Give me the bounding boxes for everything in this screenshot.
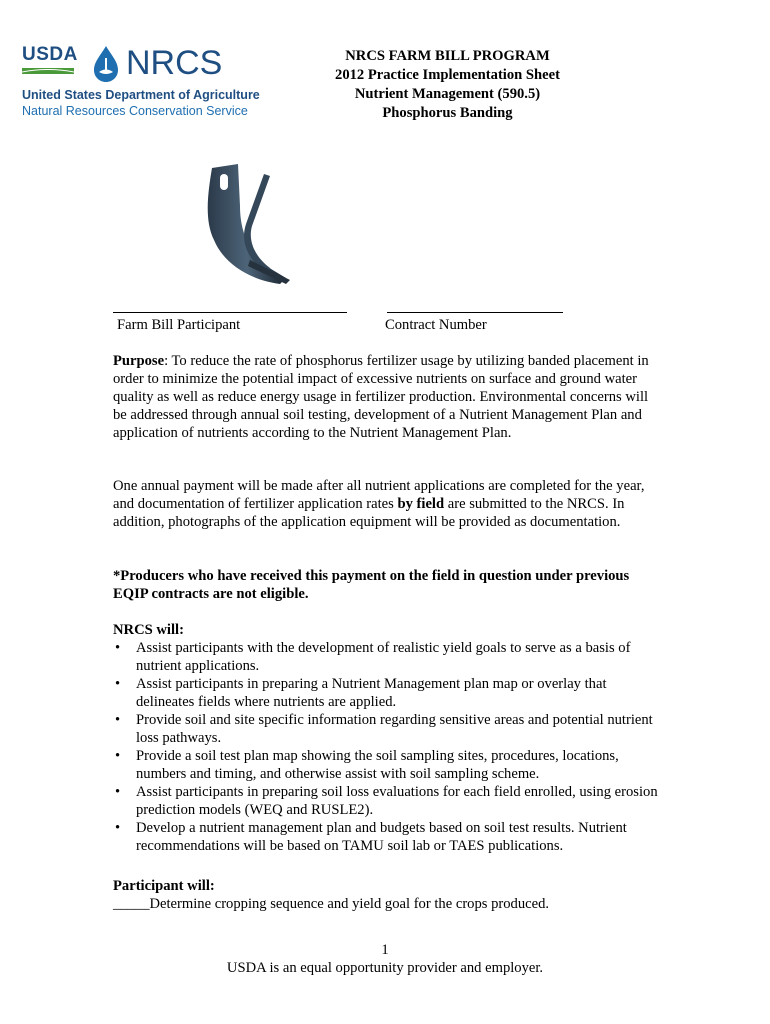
document-title (320, 47, 575, 123)
bullet-icon: • (115, 820, 121, 836)
usda-field-graphic (22, 68, 74, 74)
practice-subtitle: Phosphorus Banding (382, 105, 513, 121)
payment-text-2: are submitted to the NRCS. In addition, photographs of the application equipment will be provided as documentation. (113, 496, 625, 530)
equal-opportunity-statement: USDA is an equal opportunity provider and employer. (226, 960, 544, 976)
list-item: • Develop a nutrient management plan and budgets based on soil test results. Nutrient recommendations will be based on TAMU soil lab or TAES publications. (115, 820, 627, 854)
eligibility-note (113, 567, 658, 603)
banding-knife-image (190, 160, 300, 290)
list-item: • Provide a soil test plan map showing the soil sampling sites, procedures, locations, numbers and timing, and otherwise assist with soil sampling scheme. (115, 748, 619, 782)
practice-title: Nutrient Management (590.5) (354, 86, 541, 102)
page-number: 1 (381, 942, 389, 958)
department-name: United States Department of Agriculture (22, 88, 260, 102)
eligibility-text: *Producers who have received this payment on the field in question under previous EQIP contracts are not eligible. (113, 568, 630, 602)
nrcs-wordmark: NRCS (126, 44, 223, 82)
program-title: NRCS FARM BILL PROGRAM (345, 48, 550, 64)
participant-signature-line (113, 312, 347, 313)
participant-will-heading: Participant will: (113, 878, 215, 894)
sheet-title: 2012 Practice Implementation Sheet (335, 67, 560, 83)
contract-number-line (387, 312, 563, 313)
nrcs-will-heading: NRCS will: (113, 622, 184, 638)
usda-wordmark: USDA (22, 44, 78, 65)
list-item: • Assist participants with the development of realistic yield goals to serve as a basis of nutrient applications. (115, 640, 631, 674)
contract-label: Contract Number (385, 317, 487, 333)
nrcs-will-list (113, 639, 658, 855)
list-item: • Provide soil and site specific information regarding sensitive areas and potential nutrient loss pathways. (115, 712, 653, 746)
participant-label: Farm Bill Participant (117, 317, 241, 333)
bullet-icon: • (115, 712, 121, 728)
participant-item-cropping: _____Determine cropping sequence and yield goal for the crops produced. (113, 896, 550, 912)
nrcs-will-section (113, 621, 658, 855)
water-drop-icon (88, 44, 124, 84)
participant-will-section (113, 877, 658, 913)
payment-text-1: One annual payment will be made after all nutrient applications are completed for the year, and documentation of fertilizer application rates (113, 478, 645, 512)
payment-by-field: by field (397, 496, 445, 512)
purpose-label: Purpose (113, 353, 165, 369)
bullet-icon: • (115, 748, 121, 764)
bullet-icon: • (115, 676, 121, 692)
service-name: Natural Resources Conservation Service (22, 104, 248, 118)
purpose-text: : To reduce the rate of phosphorus fertilizer usage by utilizing banded placement in order to minimize the potential impact of excessive nutrients on surface and ground water quality as well as reduce energy usage in fertilizer production. Environmental concerns will be addressed through annual soil testing, development of a Nutrient Management Plan and application of nutrients according to the Nutrient Management Plan. (113, 353, 649, 441)
page-footer (0, 941, 770, 977)
usda-nrcs-logo (22, 42, 260, 122)
bullet-icon: • (115, 640, 121, 656)
bullet-icon: • (115, 784, 121, 800)
list-item: • Assist participants in preparing a Nutrient Management plan map or overlay that delineates fields where nutrients are applied. (115, 676, 607, 710)
payment-paragraph (113, 477, 658, 531)
list-item: • Assist participants in preparing soil loss evaluations for each field enrolled, using erosion prediction models (WEQ and RUSLE2). (115, 784, 658, 818)
purpose-paragraph (113, 352, 658, 442)
